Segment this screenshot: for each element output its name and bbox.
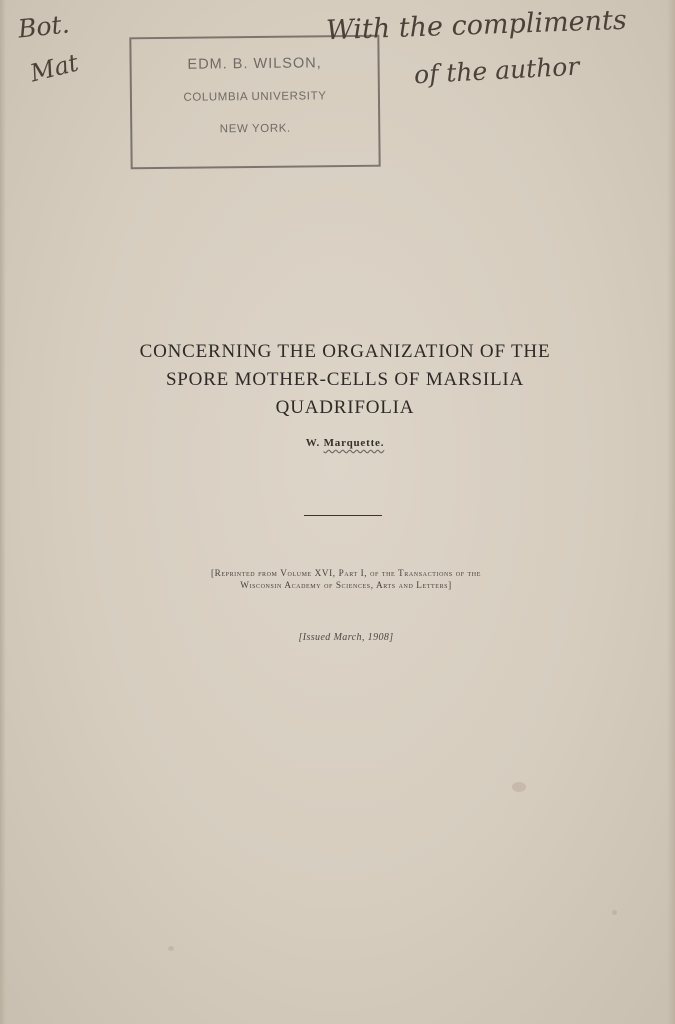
author-surname: Marquette.: [323, 437, 385, 449]
reprint-line-2: Wisconsin Academy of Sciences, Arts and Letters]: [240, 580, 452, 590]
issued-date: [Issued March, 1908]: [298, 632, 394, 643]
stamp-name: EDM. B. WILSON,: [187, 55, 322, 73]
title-line-3: QUADRIFOLIA: [275, 397, 415, 418]
reprint-line-1: [Reprinted from Volume XVI, Part I, of the Transactions of the: [210, 568, 481, 578]
handwritten-inscription-line2: of the author: [413, 51, 580, 90]
title-line-1: CONCERNING THE ORGANIZATION OF THE: [139, 341, 551, 362]
author-line: [60, 437, 630, 449]
foxing-spot: [168, 946, 174, 951]
stamp-institution: COLUMBIA UNIVERSITY: [183, 90, 327, 104]
divider-rule: [304, 515, 382, 516]
foxing-spot: [612, 910, 617, 915]
stamp-city: NEW YORK.: [219, 122, 291, 136]
handwritten-note-bot: Bot.: [16, 9, 71, 44]
author-initial: W.: [305, 437, 321, 449]
library-stamp: [129, 35, 380, 170]
reprint-notice: [100, 567, 592, 591]
handwritten-inscription-line1: With the compliments: [325, 4, 628, 47]
foxing-spot: [512, 782, 526, 792]
title-line-2: SPORE MOTHER-CELLS OF MARSILIA: [165, 369, 525, 390]
handwritten-note-mat: Mat: [27, 48, 82, 88]
document-title: [60, 338, 630, 422]
